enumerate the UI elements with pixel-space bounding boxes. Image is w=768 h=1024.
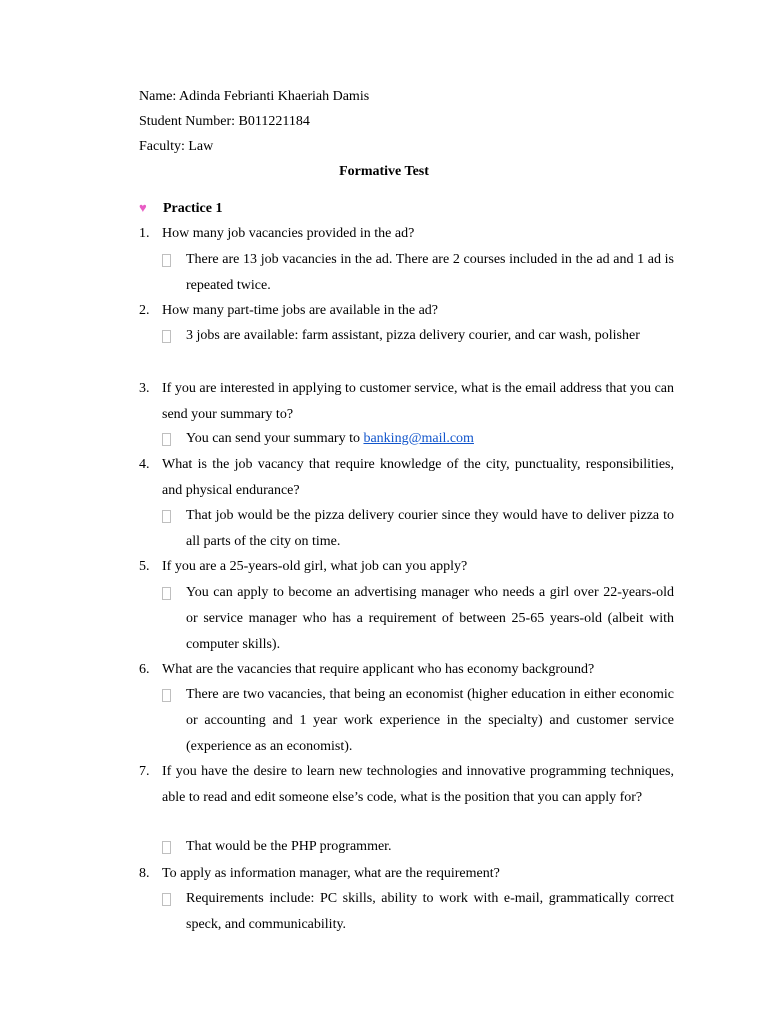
question-number: 5. <box>139 559 150 574</box>
answer-text: Requirements include: PC skills, ability to work with e-mail, grammatically correct speck, and communicability. <box>186 891 674 932</box>
practice-label: Practice 1 <box>163 201 223 216</box>
faculty: Faculty: Law <box>139 139 214 154</box>
answer-text <box>186 426 674 452</box>
answer-text: 3 jobs are available: farm assistant, pizza delivery courier, and car wash, polisher <box>186 328 640 343</box>
checkbox-bullet-icon <box>162 686 174 700</box>
email-link[interactable]: banking@mail.com <box>363 431 474 446</box>
checkbox-bullet-icon <box>162 584 174 598</box>
answer-text: There are two vacancies, that being an economist (higher education in either economic or accounting and 1 year work experience in the specialty) and customer service (experience as an economist). <box>186 687 674 754</box>
practice-heading <box>139 199 222 218</box>
question-text: How many job vacancies provided in the ad? <box>162 226 415 241</box>
question-text: What are the vacancies that require applicant who has economy background? <box>162 662 595 677</box>
question-text: If you are interested in applying to customer service, what is the email address that you can send your summary to? <box>162 381 674 422</box>
question-text: How many part-time jobs are available in the ad? <box>162 303 439 318</box>
student-number: Student Number: B011221184 <box>139 114 310 129</box>
answer-text: That would be the PHP programmer. <box>186 839 392 854</box>
checkbox-bullet-icon <box>162 507 174 521</box>
question-number: 2. <box>139 303 150 318</box>
question-text: To apply as information manager, what are the requirement? <box>162 866 500 881</box>
question-number: 1. <box>139 226 150 241</box>
checkbox-bullet-icon <box>162 251 174 265</box>
answer-text: You can apply to become an advertising manager who needs a girl over 22-years-old or service manager who has a requirement of between 25-65 years-old (albeit with computer skills). <box>186 585 674 652</box>
answer-text: There are 13 job vacancies in the ad. There are 2 courses included in the ad and 1 ad is repeated twice. <box>186 252 674 293</box>
checkbox-bullet-icon <box>162 327 174 341</box>
question-text: If you have the desire to learn new technologies and innovative programming techniques, able to read and edit someone else’s code, what is the position that you can apply for? <box>162 764 674 805</box>
page-title: Formative Test <box>339 164 429 179</box>
student-name: Name: Adinda Febrianti Khaeriah Damis <box>139 89 370 104</box>
question-number: 4. <box>139 457 150 472</box>
heart-icon: ♥ <box>139 200 147 215</box>
question-text: What is the job vacancy that require knowledge of the city, punctuality, responsibilities, and physical endurance? <box>162 457 674 498</box>
checkbox-bullet-icon <box>162 890 174 904</box>
question-number: 6. <box>139 662 150 677</box>
question-number: 3. <box>139 381 150 396</box>
answer-text: That job would be the pizza delivery courier since they would have to deliver pizza to all parts of the city on time. <box>186 508 674 549</box>
answer-prefix: You can send your summary to <box>186 431 364 446</box>
question-text: If you are a 25-years-old girl, what job can you apply? <box>162 559 468 574</box>
question-number: 7. <box>139 764 150 779</box>
checkbox-bullet-icon <box>162 430 174 444</box>
checkbox-bullet-icon <box>162 838 174 852</box>
question-number: 8. <box>139 866 150 881</box>
